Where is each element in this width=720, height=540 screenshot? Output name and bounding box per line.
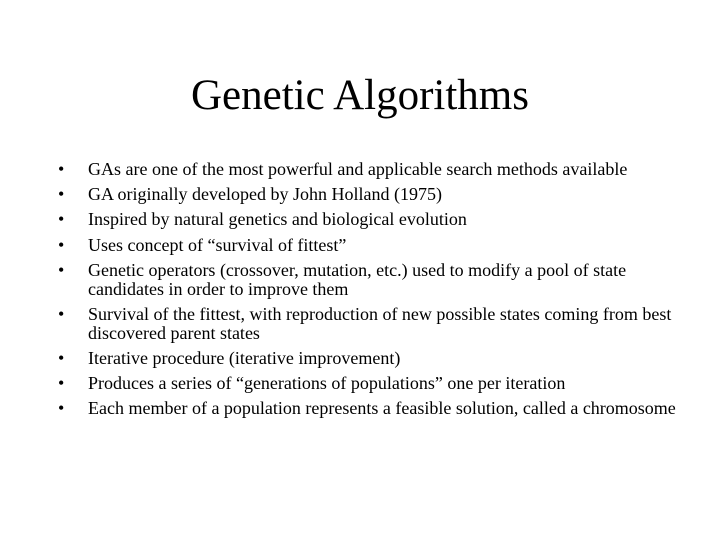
bullet-item [58,374,678,393]
bullet-text: GA originally developed by John Holland (1975) [88,184,442,205]
bullet-icon: • [58,209,65,230]
bullet-text: Produces a series of “generations of populations” one per iteration [88,373,566,394]
bullet-item [58,185,678,204]
bullet-icon: • [58,373,65,394]
slide-title: Genetic Algorithms [191,72,529,119]
bullet-item [58,305,678,343]
bullet-text: Genetic operators (crossover, mutation, etc.) used to modify a pool of state candidates in order to improve them [88,259,627,299]
bullet-item [58,236,678,255]
bullet-text: Uses concept of “survival of fittest” [88,234,347,255]
bullet-list [58,160,678,425]
bullet-text: Iterative procedure (iterative improvement) [88,348,401,369]
bullet-item [58,261,678,299]
bullet-text: Each member of a population represents a feasible solution, called a chromosome [88,398,676,419]
bullet-text: Survival of the fittest, with reproduction of new possible states coming from best discovered parent states [88,303,672,343]
bullet-icon: • [58,303,65,324]
bullet-item [58,349,678,368]
bullet-text: Inspired by natural genetics and biological evolution [88,209,467,230]
bullet-icon: • [58,159,65,179]
bullet-icon: • [58,234,65,255]
bullet-icon: • [58,398,65,419]
bullet-icon: • [58,259,65,280]
bullet-item [58,210,678,229]
bullet-item [58,399,678,418]
bullet-item [58,160,678,179]
bullet-icon: • [58,184,65,205]
bullet-text: GAs are one of the most powerful and applicable search methods available [88,159,628,179]
bullet-icon: • [58,348,65,369]
